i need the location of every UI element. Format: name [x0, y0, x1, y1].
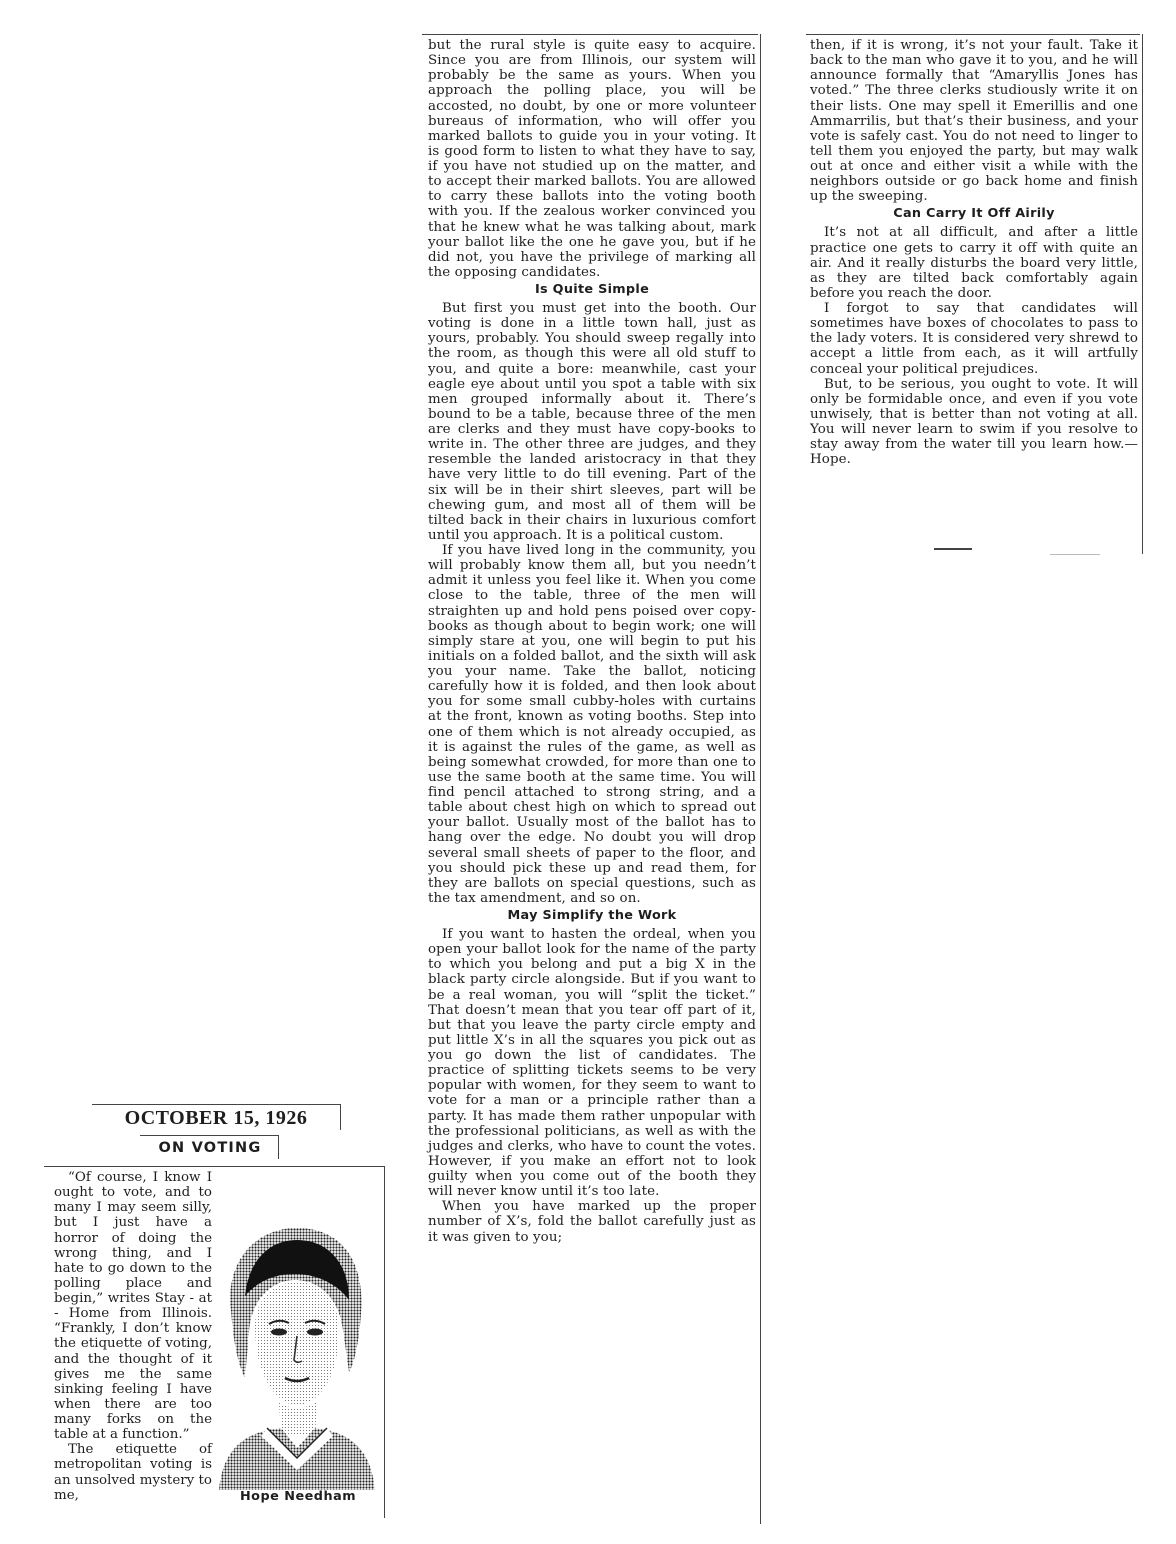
right-column-top-rule: [806, 34, 1140, 35]
middle-column-right-rule: [760, 34, 761, 1524]
portrait-caption: Hope Needham: [239, 1489, 357, 1504]
headline: ON VOTING: [158, 1140, 262, 1156]
paragraph: but the rural style is quite easy to acquire. Since you are from Illinois, our system will probably be the same as yours. When you approach the polling place, you will be accosted, no doubt, by one or more volunteer bureaus of information, who will offer you marked ballots to guide you in your voting. It is good form to listen to what they have to say, if you have not studied up on the matter, and to accept their marked ballots. You are allowed to carry these ballots into the voting booth with you. If the zealous worker convinced you that he knew what he was talking about, mark your ballot like the one he gave you, but if he did not, you have the privilege of marking all the opposing candidates.: [428, 38, 756, 280]
article-right-column: [810, 38, 1138, 548]
middle-column-top-rule: [422, 34, 758, 35]
article-middle-column: [428, 38, 756, 1522]
dateline: OCTOBER 15, 1926: [124, 1107, 308, 1129]
paragraph: But first you must get into the booth. Our voting is done in a little town hall, just as yours, probably. You should sweep regally into the room, as though this were all old stuff to you, and quite a bore: meanwhile, cast your eagle eye about until you spot a table with six men grouped informally about it. There’s bound to be a table, because three of the men are clerks and they must have copy-books to write in. The other three are judges, and they resemble the landed aristocracy in that they have very little to do till evening. Part of the six will be in their shirt sleeves, part will be chewing gum, and most all of them will be tilted back in their chairs in luxurious comfort until you approach. It is a political custom.: [428, 301, 756, 543]
paragraph: If you want to hasten the ordeal, when you open your ballot look for the name of the party to which you belong and put a big X in the black party circle alongside. But if you want to be a real woman, you will “split the ticket.” That doesn’t mean that you tear off part of it, but that you leave the party circle empty and put little X’s in all the squares you pick out as you go down the list of candidates. The practice of splitting tickets seems to be very popular with women, for they seem to want to vote for a man or a principle rather than a party. It has made them rather unpopular with the professional politicians, as well as with the judges and clerks, who have to count the votes. However, if you make an effort not to look guilty when you come out of the booth they will never know until it’s too late.: [428, 927, 756, 1200]
subheading: Is Quite Simple: [534, 282, 650, 297]
paragraph: It’s not at all difficult, and after a little practice one gets to carry it off with quite an air. And it really disturbs the board very little, as they are tilted back comfortably again before you reach the door.: [810, 225, 1138, 301]
portrait-photo: [215, 1222, 377, 1490]
paragraph: then, if it is wrong, it’s not your fault. Take it back to the man who gave it to you, and he will announce formally that “Amaryllis Jones has voted.” The three clerks studiously write it on their lists. One may spell it Emerillis and one Ammarrilis, but that’s their business, and your vote is safely cast. You do not need to linger to tell them you enjoyed the party, but may walk out at once and either visit a while with the neighbors outside or go back home and finish up the sweeping.: [810, 38, 1138, 205]
headline-top-rule: [140, 1135, 278, 1136]
right-column-right-rule: [1142, 34, 1143, 554]
left-column-top-rule: [44, 1166, 384, 1167]
paragraph: But, to be serious, you ought to vote. It will only be formidable once, and even if you vote unwisely, that is better than not voting at all. You will never learn to swim if you resolve to stay away from the water till you learn how.—Hope.: [810, 376, 1138, 468]
paragraph: If you have lived long in the community, you will probably know them all, but you needn’t admit it unless you feel like it. When you come close to the table, three of the men will straighten up and hold pens poised over copy-books as though about to begin work; one will simply stare at you, one will begin to put his initials on a folded ballot, and the sixth will ask you your name. Take the ballot, noticing carefully how it is folded, and then look about you for some small cubby-holes with curtains at the front, known as voting booths. Step into one of them which is not already occupied, as it is against the rules of the game, as well as being somewhat crowded, for more than one to use the same booth at the same time. You will find pencil attached to strong string, and a table about chest high on which to spread out your ballot. Usually most of the ballot has to hang over the edge. No doubt you will drop several small sheets of paper to the floor, and you should pick these up and read them, for they are ballots on special questions, such as the tax amendment, and so on.: [428, 543, 756, 906]
headline-right-rule: [278, 1135, 279, 1159]
subheading: May Simplify the Work: [507, 908, 677, 923]
dateline-top-rule: [92, 1104, 340, 1105]
paragraph: The etiquette of metropolitan voting is an unsolved mystery to me,: [54, 1442, 212, 1503]
left-column-right-rule: [384, 1166, 385, 1518]
dateline-right-rule: [340, 1104, 341, 1130]
end-rule: [934, 548, 972, 550]
paragraph: I forgot to say that candidates will sometimes have boxes of chocolates to pass to the lady voters. It is considered very shrewd to accept a little from each, as it will artfully conceal your political prejudices.: [810, 301, 1138, 377]
subheading: Can Carry It Off Airily: [893, 206, 1055, 222]
end-rule-shadow: [1050, 554, 1100, 555]
paragraph: “Of course, I know I ought to vote, and to many I may seem silly, but I just have a horror of doing the wrong thing, and I hate to go down to the polling place and begin,” writes Stay - at - Home from Illinois. “Frankly, I don’t know the etiquette of voting, and the thought of it gives me the same sinking feeling I have when there are too many forks on the table at a function.”: [54, 1170, 212, 1443]
paragraph: When you have marked up the proper number of X’s, fold the ballot carefully just as it was given to you;: [428, 1199, 756, 1245]
